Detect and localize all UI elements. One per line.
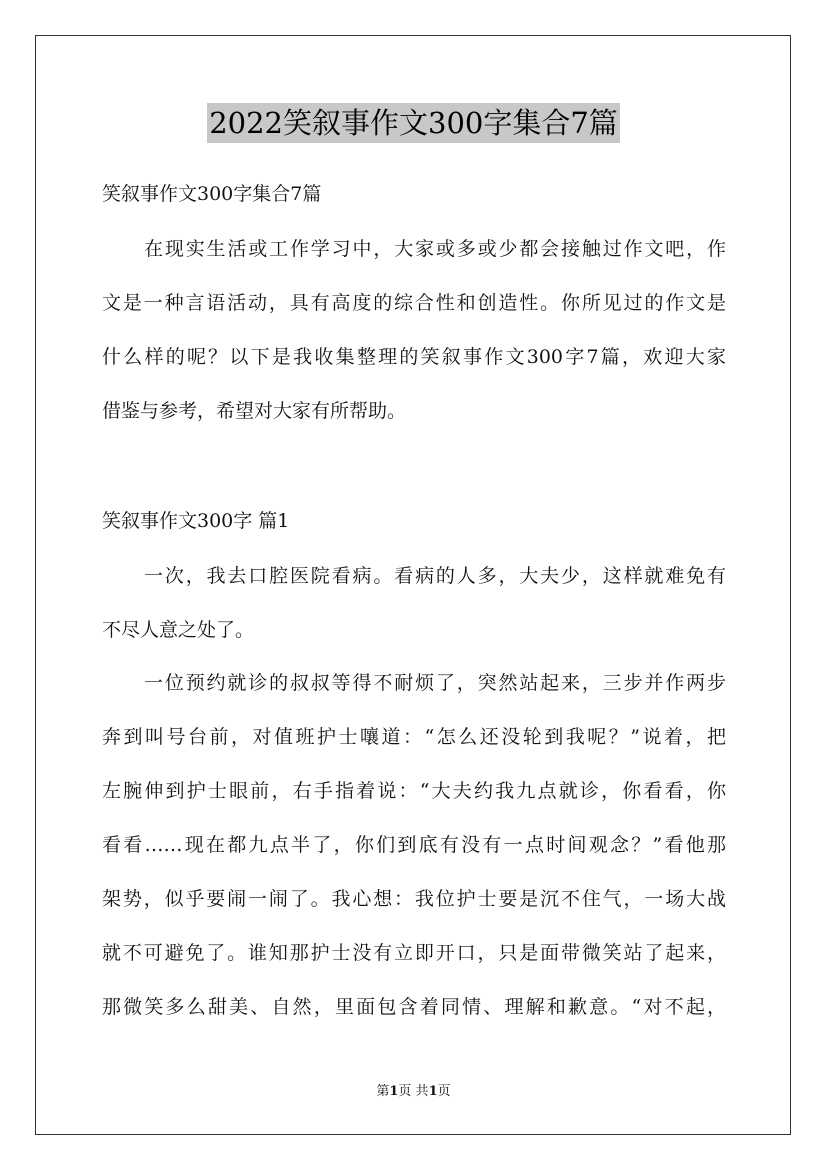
footer-mid: 页 共 [398, 1084, 429, 1099]
paragraph-line: 左腕伸到护士眼前，右手指着说：“大夫约我九点就诊，你看看，你 [102, 780, 726, 802]
page-footer [0, 1083, 827, 1101]
paragraph-line: 看看……现在都九点半了，你们到底有没有一点时间观念？”看他那 [102, 834, 726, 856]
intro-line: 文是一种言语活动，具有高度的综合性和创造性。你所见过的作文是 [102, 292, 726, 314]
intro-line: 在现实生活或工作学习中，大家或多或少都会接触过作文吧，作 [144, 238, 726, 260]
paragraph-line: 一位预约就诊的叔叔等得不耐烦了，突然站起来，三步并作两步 [144, 672, 726, 694]
paragraph-line: 架势，似乎要闹一闹了。我心想：我位护士要是沉不住气，一场大战 [102, 888, 726, 910]
paragraph-line: 奔到叫号台前，对值班护士嚷道：“怎么还没轮到我呢？”说着，把 [102, 726, 726, 748]
title-container [0, 103, 827, 143]
document-title: 2022笑叙事作文300字集合7篇 [207, 103, 620, 143]
paragraph-line: 就不可避免了。谁知那护士没有立即开口，只是面带微笑站了起来， [102, 942, 726, 964]
footer-suffix: 页 [437, 1084, 451, 1099]
footer-prefix: 第 [376, 1084, 390, 1099]
paragraph-line: 那微笑多么甜美、自然，里面包含着同情、理解和歉意。“对不起， [102, 996, 726, 1018]
intro-line: 借鉴与参考，希望对大家有所帮助。 [102, 400, 407, 422]
footer-page-number: 1 [389, 1084, 399, 1099]
footer-total-pages: 1 [428, 1084, 438, 1099]
document-subtitle: 笑叙事作文300字集合7篇 [102, 183, 322, 205]
paragraph-line: 一次，我去口腔医院看病。看病的人多，大夫少，这样就难免有 [144, 565, 726, 587]
section-heading: 笑叙事作文300字 篇1 [102, 510, 290, 532]
intro-line: 什么样的呢？以下是我收集整理的笑叙事作文300字7篇，欢迎大家 [102, 346, 726, 368]
paragraph-line: 不尽人意之处了。 [102, 619, 255, 641]
